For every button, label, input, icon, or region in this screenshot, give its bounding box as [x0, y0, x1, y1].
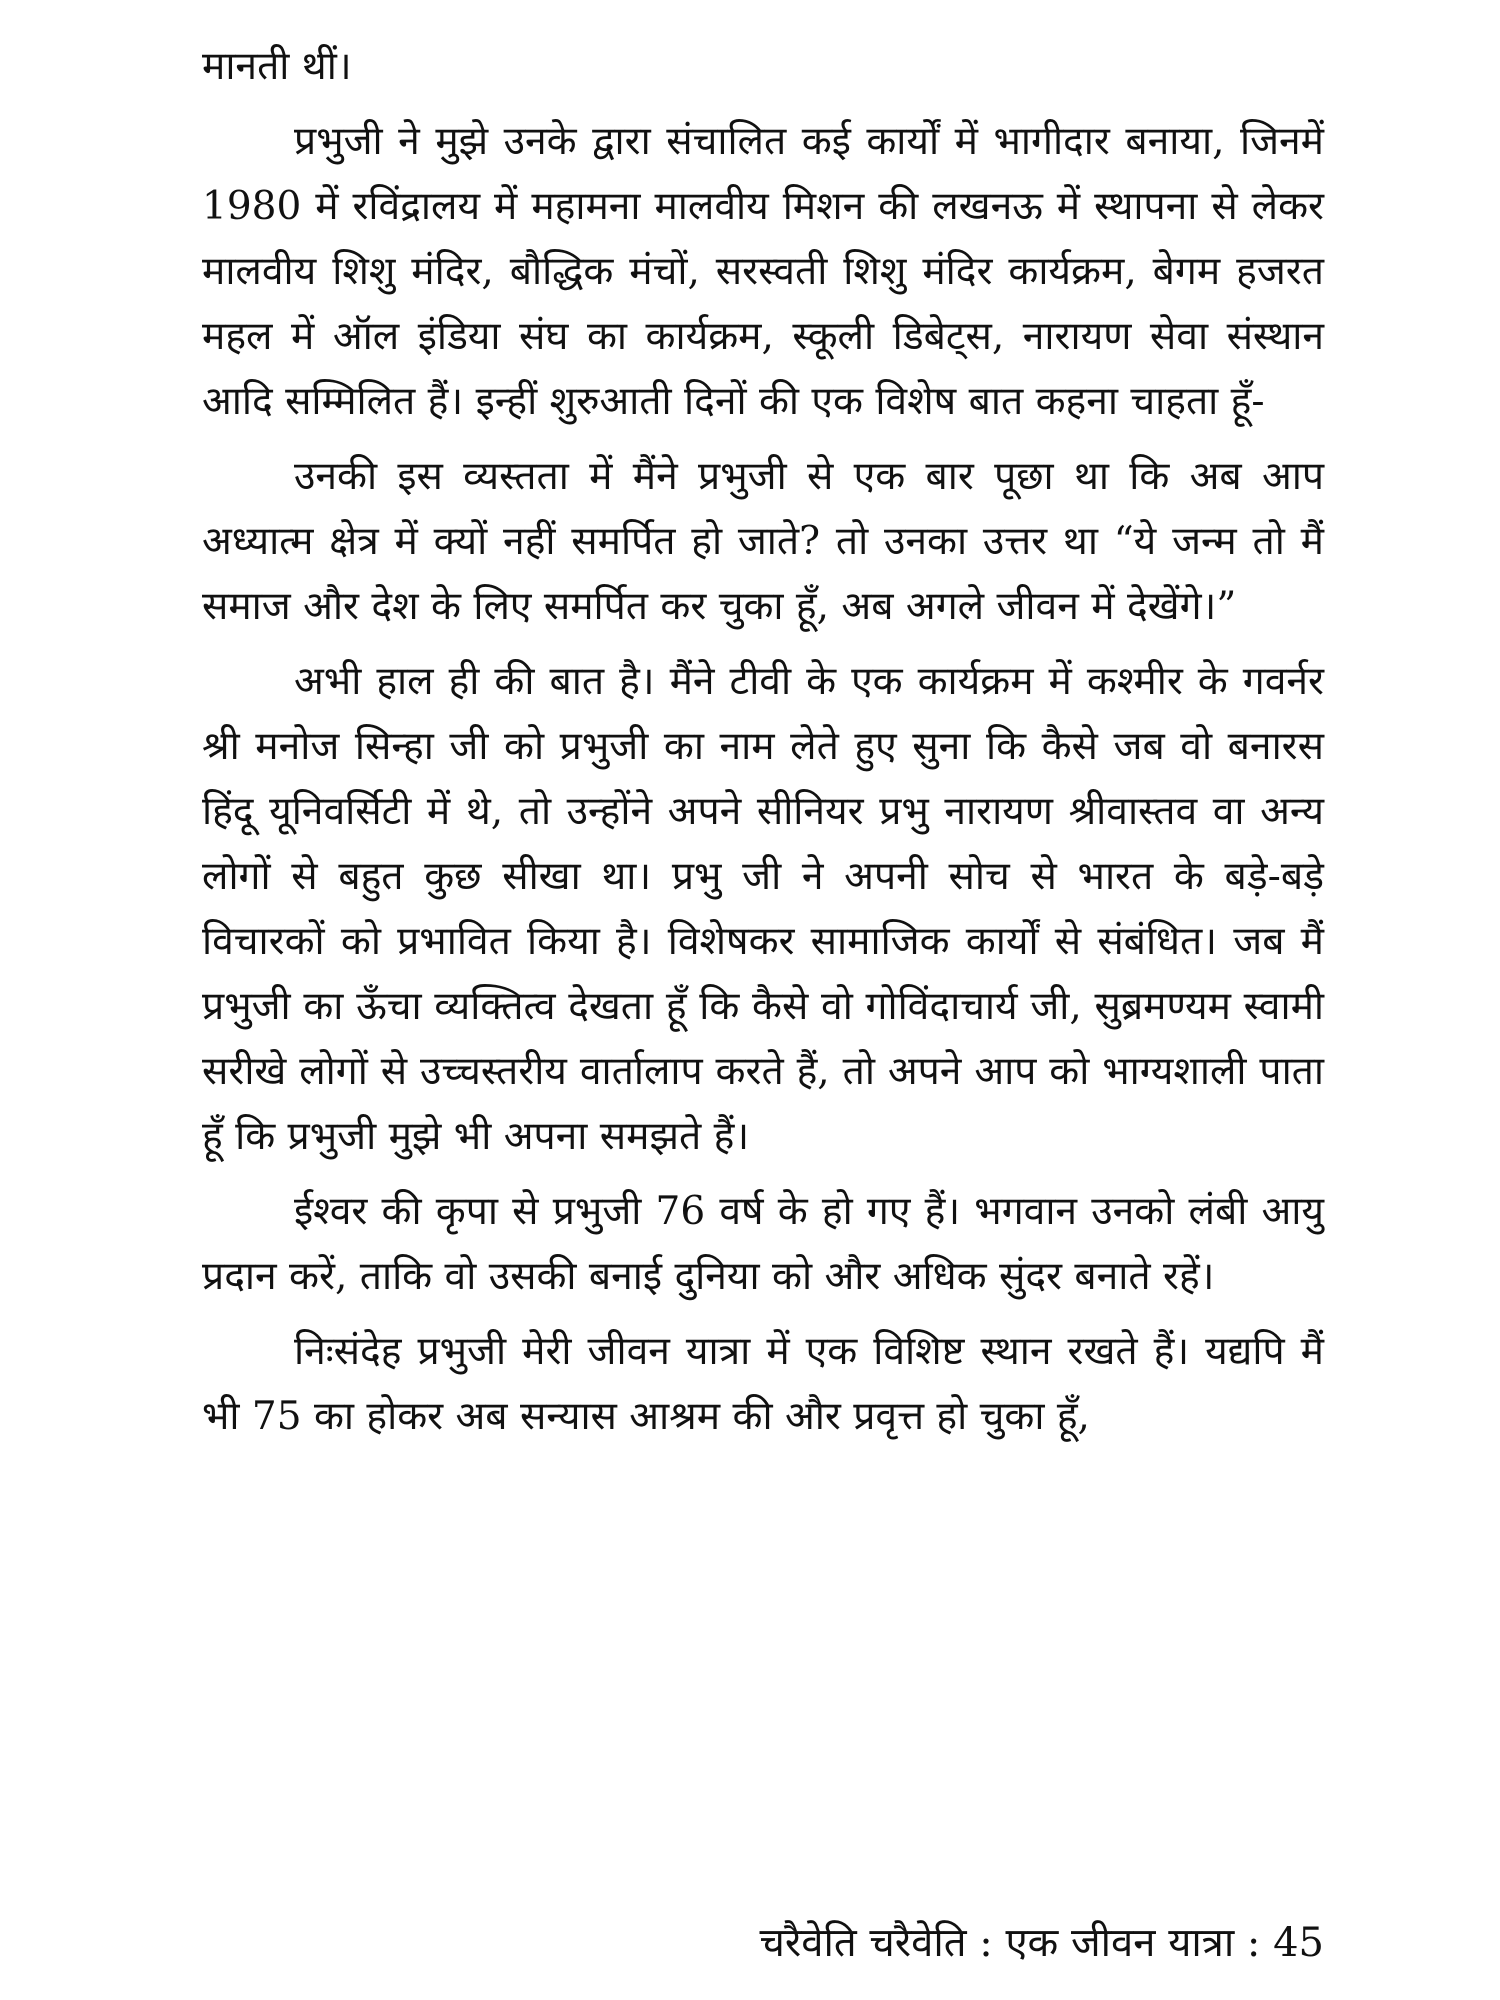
page-body [202, 34, 1324, 1459]
paragraph-spirituality-question: उनकी इस व्यस्तता में मैंने प्रभुजी से एक बार पूछा था कि अब आप अध्यात्म क्षेत्र में क्यों नहीं समर्पित हो जाते? तो उनका उत्तर था “ये जन्म तो मैं समाज और देश के लिए समर्पित कर चुका हूँ, अब अगले जीवन में देखेंगे।” [202, 454, 1324, 629]
paragraph-continuation: मानती थीं। [202, 44, 352, 89]
paragraph-tv-programme: अभी हाल ही की बात है। मैंने टीवी के एक कार्यक्रम में कश्मीर के गवर्नर श्री मनोज सिन्हा जी को प्रभुजी का नाम लेते हुए सुना कि कैसे जब वो बनारस हिंदू यूनिवर्सिटी में थे, तो उन्होंने अपने सीनियर प्रभु नारायण श्रीवास्तव वा अन्य लोगों से बहुत कुछ सीखा था। प्रभु जी ने अपनी सोच से भारत के बड़े-बड़े विचारकों को प्रभावित किया है। विशेषकर सामाजिक कार्यों से संबंधित। जब मैं प्रभुजी का ऊँचा व्यक्तित्व देखता हूँ कि कैसे वो गोविंदाचार्य जी, सुब्रमण्यम स्वामी सरीखे लोगों से उच्चस्तरीय वार्तालाप करते हैं, तो अपने आप को भाग्यशाली पाता हूँ कि प्रभुजी मुझे भी अपना समझते हैं। [202, 659, 1324, 1159]
paragraph-special-place: निःसंदेह प्रभुजी मेरी जीवन यात्रा में एक विशिष्ट स्थान रखते हैं। यद्यपि मैं भी 75 का होकर अब सन्यास आश्रम की और प्रवृत्त हो चुका हूँ, [202, 1329, 1324, 1439]
page-footer: चरैवेति चरैवेति : एक जीवन यात्रा : 45 [759, 1920, 1324, 1966]
paragraph-prabhuji-activities: प्रभुजी ने मुझे उनके द्वारा संचालित कई कार्यों में भागीदार बनाया, जिनमें 1980 में रविंद्रालय में महामना मालवीय मिशन की लखनऊ में स्थापना से लेकर मालवीय शिशु मंदिर, बौद्धिक मंचों, सरस्वती शिशु मंदिर कार्यक्रम, बेगम हजरत महल में ऑल इंडिया संघ का कार्यक्रम, स्कूली डिबेट्स, नारायण सेवा संस्थान आदि सम्मिलित हैं। इन्हीं शुरुआती दिनों की एक विशेष बात कहना चाहता हूँ- [202, 119, 1324, 424]
paragraph-blessing: ईश्वर की कृपा से प्रभुजी 76 वर्ष के हो गए हैं। भगवान उनको लंबी आयु प्रदान करें, ताकि वो उसकी बनाई दुनिया को और अधिक सुंदर बनाते रहें। [202, 1189, 1324, 1299]
